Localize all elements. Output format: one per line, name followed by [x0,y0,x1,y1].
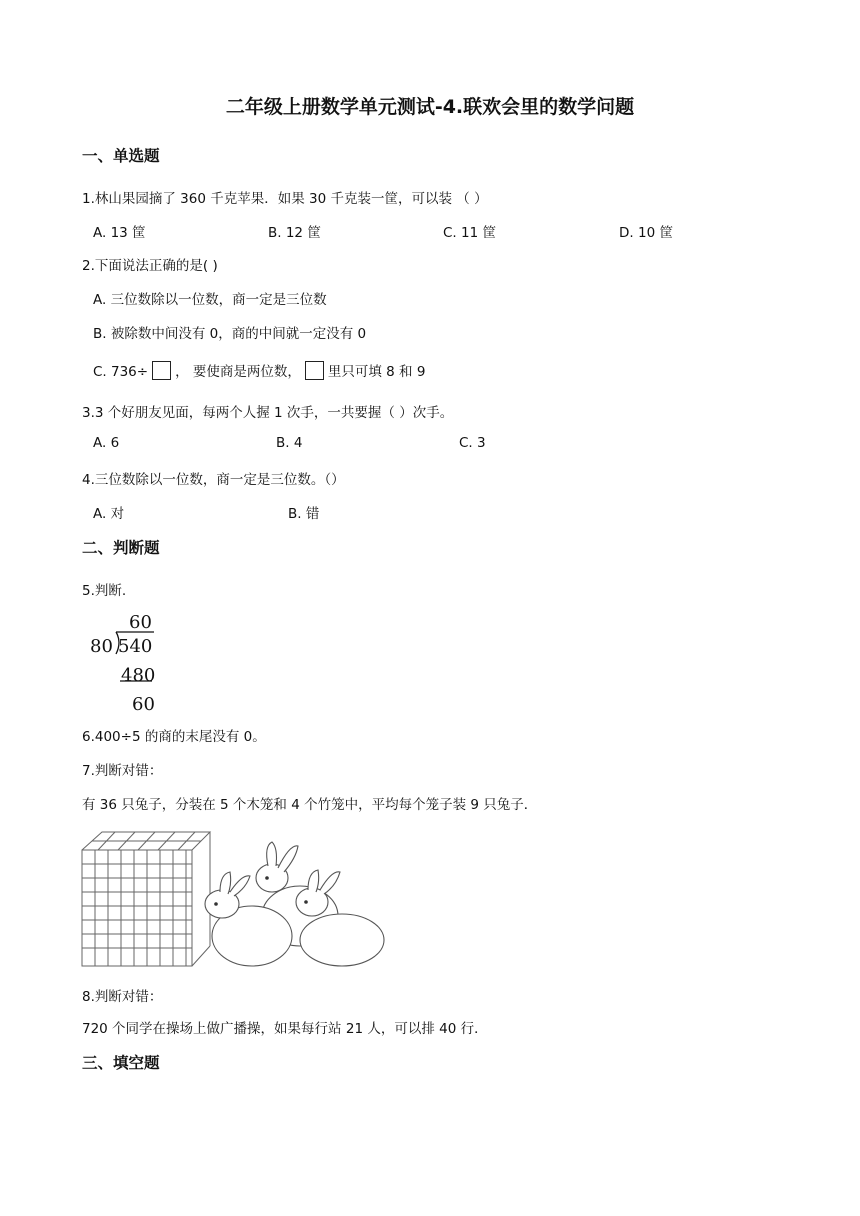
q2-option-c [93,360,425,380]
division-product: 480 [121,665,156,686]
question-4: 4.三位数除以一位数，商一定是三位数。（） [82,472,345,488]
question-8: 8.判断对错： [82,989,163,1005]
question-6: 6.400÷5 的商的末尾没有 0。 [82,729,266,745]
section-heading-true-false: 二、判断题 [82,539,160,557]
q3-option-c: C. 3 [459,435,486,451]
division-remainder: 60 [132,694,155,715]
cage-and-rabbits-illustration [80,828,390,970]
section-heading-fill-in: 三、填空题 [82,1054,160,1072]
blank-box [152,361,171,380]
q2-option-b: B. 被除数中间没有 0，商的中间就一定没有 0 [93,326,367,342]
q4-option-b: B. 错 [288,506,320,522]
q2-option-a: A. 三位数除以一位数，商一定是三位数 [93,292,327,308]
q1-option-c: C. 11 筐 [443,225,496,241]
page-title: 二年级上册数学单元测试-4.联欢会里的数学问题 [225,96,635,118]
rabbit-cage-drawing [80,828,390,970]
question-3: 3.3 个好朋友见面，每两个人握 1 次手，一共要握（ ）次手。 [82,405,454,421]
q2-option-c-middle: ， 要使商是两位数， [175,364,301,380]
long-division [84,608,174,718]
blank-box [305,361,324,380]
question-1: 1.林山果园摘了 360 千克苹果．如果 30 千克装一筐，可以装 （ ） [82,191,488,207]
question-7-body: 有 36 只兔子，分装在 5 个木笼和 4 个竹笼中，平均每个笼子装 9 只兔子． [82,797,538,813]
question-8-body: 720 个同学在操场上做广播操，如果每行站 21 人，可以排 40 行． [82,1021,488,1037]
division-quotient: 60 [129,612,152,633]
q4-option-a: A. 对 [93,506,125,522]
q2-option-c-suffix: 里只可填 8 和 9 [327,364,426,380]
division-divisor: 80 [90,636,113,657]
section-heading-single-choice: 一、单选题 [82,147,160,165]
question-7: 7.判断对错： [82,763,163,779]
question-5: 5.判断. [82,583,127,599]
q2-option-c-prefix: C. 736÷ [93,364,149,380]
question-2: 2.下面说法正确的是( ) [82,258,218,274]
q3-option-a: A. 6 [93,435,120,451]
q1-option-a: A. 13 筐 [93,225,146,241]
division-dividend: 540 [118,636,153,657]
q3-option-b: B. 4 [276,435,303,451]
q1-option-d: D. 10 筐 [619,225,673,241]
q1-option-b: B. 12 筐 [268,225,321,241]
